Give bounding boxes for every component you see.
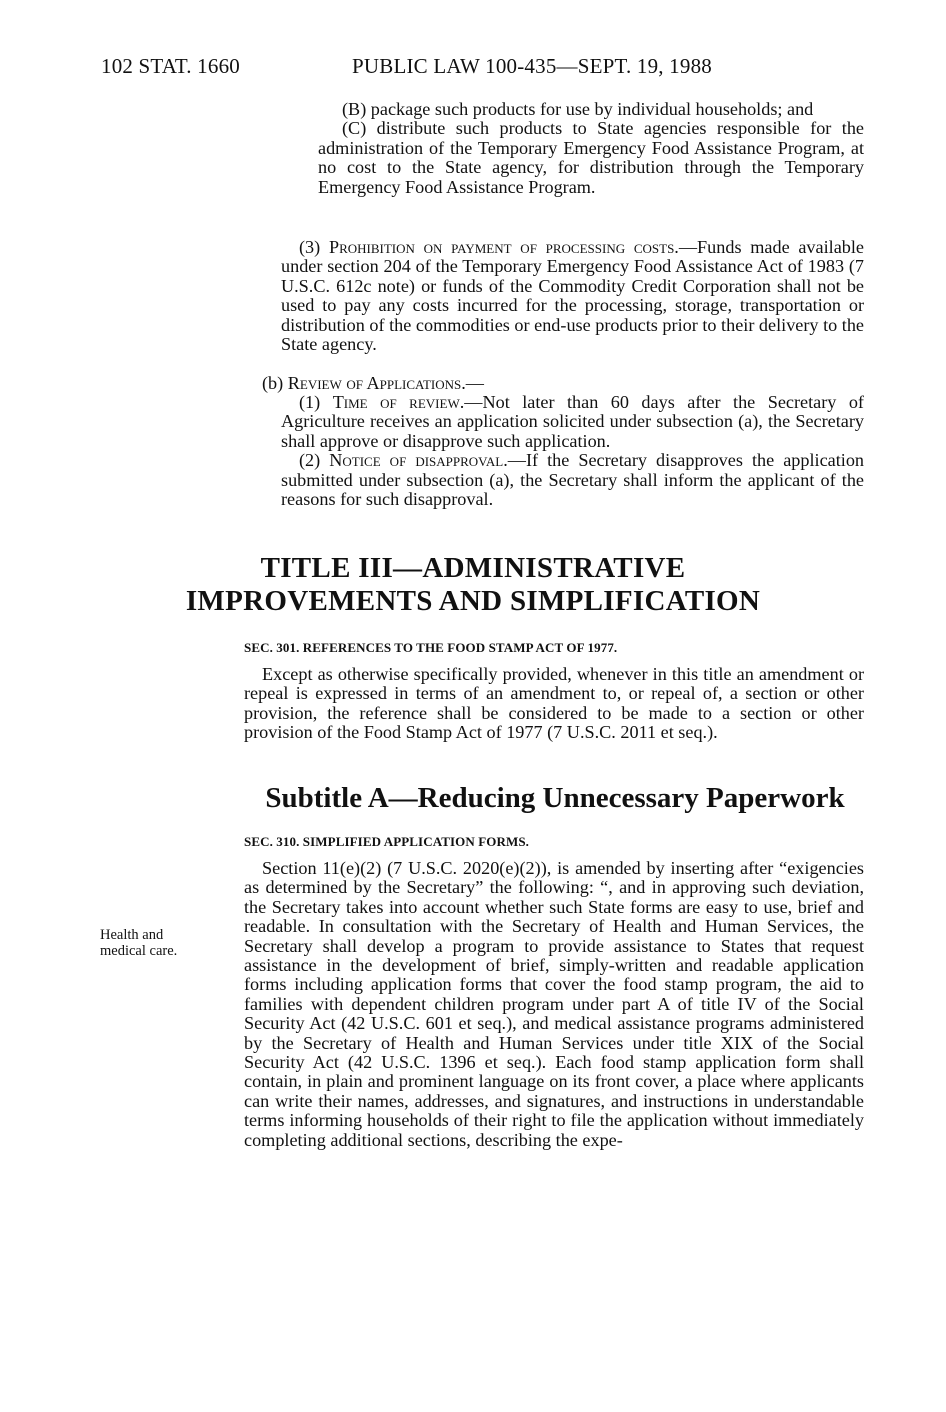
review-p2-heading: Notice of disapproval. [329, 450, 508, 471]
subsection-b-label: (b) [262, 373, 284, 393]
title-line-1: TITLE III—ADMINISTRATIVE [260, 552, 686, 584]
page-stat-number: 102 STAT. 1660 [101, 54, 240, 78]
subsection-b-body [281, 393, 864, 509]
subparagraph-c: (C) distribute such products to State agencies responsible for the administration of the Temporary Emergency Food Assistance Program, at no cost to the State agency, for distribution through the Temporary Emergency Food Assistance Program. [318, 118, 864, 197]
paragraph-3-heading: Prohibition on payment of processing costs. [328, 237, 679, 257]
review-p1-heading: Time of review. [332, 392, 465, 412]
paragraph-3 [281, 238, 864, 354]
review-p2-number: (2) [299, 450, 321, 471]
subparagraph-b: (B) package such products for use by individual households; and [342, 99, 814, 119]
section-310-body [244, 859, 864, 1150]
paragraph-3-number: (3) [299, 237, 321, 257]
margin-note-line-1: Health and [100, 927, 164, 943]
subsection-b-dash: — [465, 373, 484, 393]
continued-subparagraphs [318, 100, 864, 197]
subtitle-a-heading: Subtitle A—Reducing Unnecessary Paperwork [265, 782, 845, 814]
review-p1-number: (1) [299, 392, 321, 412]
section-310-heading: SEC. 310. SIMPLIFIED APPLICATION FORMS. [244, 834, 529, 849]
section-301-heading: SEC. 301. REFERENCES TO THE FOOD STAMP ACT OF 1977. [244, 640, 618, 655]
section-310-text: Section 11(e)(2) (7 U.S.C. 2020(e)(2)), is amended by inserting after “exigencies as determined by the Secretary” the following: “, and in approving such deviation, the Secretary takes into account whether such State forms are easy to use, brief and readable. In consultation with the Secretary of Health and Human Services, the Secretary shall develop a program to provide assistance to States that request assistance in the development of brief, simply-written and readable application forms including application forms that cover the food stamp program, the aid to families with dependent children program under part A of title IV of the Social Security Act (42 U.S.C. 601 et seq.), and medical assistance programs administered by the Secretary of Health and Human Services under title XIX of the Social Security Act (42 U.S.C. 1396 et seq.). Each food stamp application form shall contain, in plain and prominent language on its front cover, a place where applicants can write their names, addresses, and signatures, and instructions in understandable terms informing households of their right to file the application without immediately completing additional sections, describing the expe- [244, 858, 864, 1150]
paragraph-3-text: —Funds made available under section 204 of the Temporary Emergency Food Assistance Act of 1983 (7 U.S.C. 612c note) or funds of the Commodity Credit Corporation shall not be used to pay any costs incurred for the processing, storage, transportation or distribution of the commodities or end-use products prior to their delivery to the State agency. [281, 237, 865, 355]
subsection-b-heading [262, 374, 864, 393]
title-line-2: IMPROVEMENTS AND SIMPLIFICATION [185, 585, 761, 617]
review-p1-text: —Not later than 60 days after the Secretary of Agriculture receives an application solicited under subsection (a), the Secretary shall approve or disapprove such application. [281, 392, 864, 451]
subsection-b-title: Review of Applications. [287, 373, 466, 393]
running-header: PUBLIC LAW 100-435—SEPT. 19, 1988 [352, 54, 712, 78]
margin-note-line-2: medical care. [100, 943, 178, 959]
title-heading [150, 552, 796, 618]
section-301-body [244, 665, 864, 743]
section-301-text: Except as otherwise specifically provided, whenever in this title an amendment or repeal is expressed in terms of an amendment to, or repeal of, a section or other provision, the reference shall be considered to be made to a section or other provision of the Food Stamp Act of 1977 (7 U.S.C. 2011 et seq.). [244, 664, 864, 743]
margin-note [100, 927, 224, 959]
review-p2-text: —If the Secretary disapproves the application submitted under subsection (a), the Secretary shall inform the applicant of the reasons for such disapproval. [281, 450, 865, 510]
